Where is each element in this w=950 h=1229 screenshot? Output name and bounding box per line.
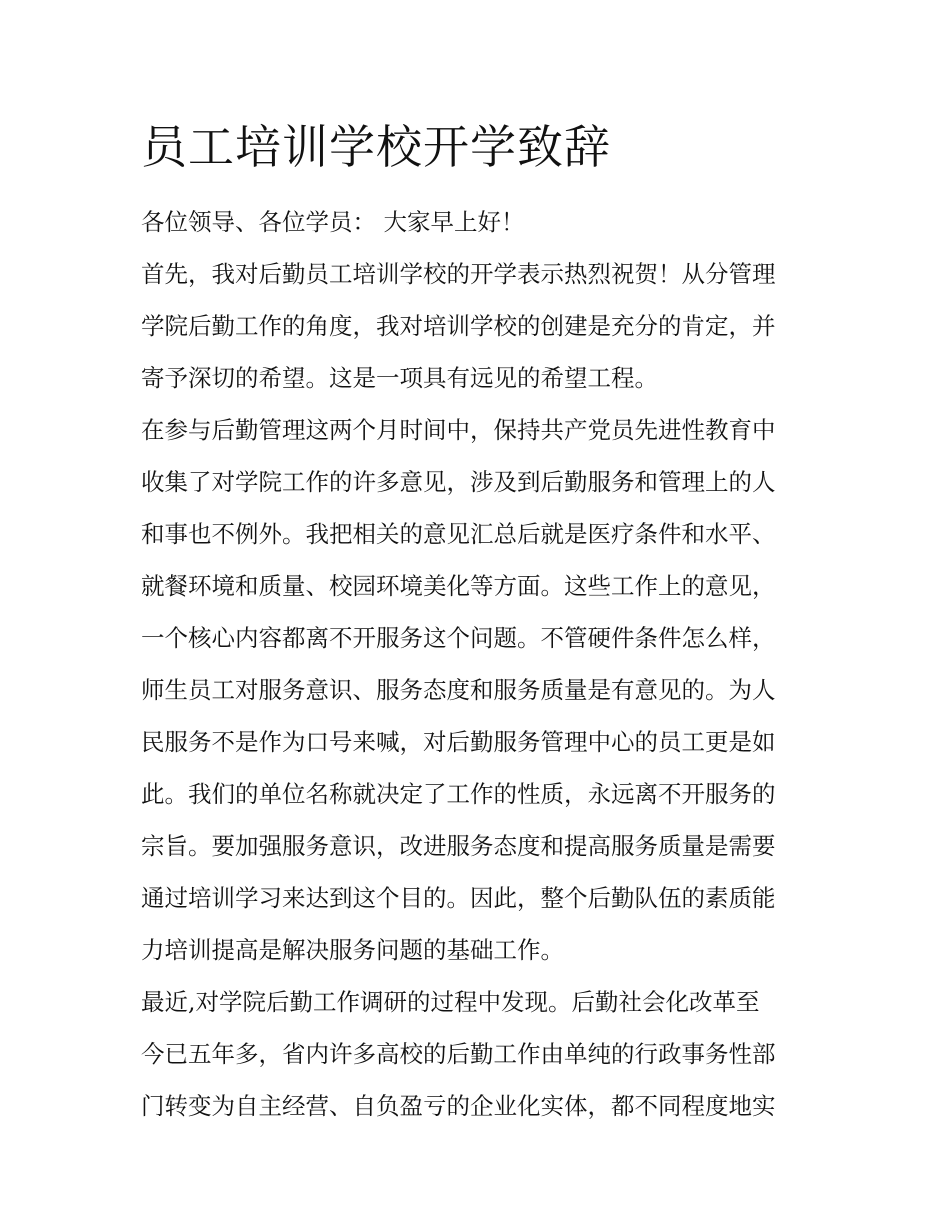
text-line: 寄予深切的希望。这是一项具有远见的希望工程。 bbox=[141, 364, 658, 392]
text-line: 通过培训学习来达到这个目的。因此，整个后勤队伍的素质能 bbox=[141, 884, 776, 912]
salutation-line: 各位领导、各位学员： 大家早上好！ bbox=[141, 208, 525, 236]
text-line: 师生员工对服务意识、服务态度和服务质量是有意见的。为人 bbox=[141, 676, 776, 704]
text-line: 就餐环境和质量、校园环境美化等方面。这些工作上的意见， bbox=[141, 572, 776, 600]
text-line: 民服务不是作为口号来喊，对后勤服务管理中心的员工更是如 bbox=[141, 728, 776, 756]
document-title: 员工培训学校开学致辞 bbox=[141, 120, 611, 174]
text-line: 最近,对学院后勤工作调研的过程中发现。后勤社会化改革至 bbox=[141, 988, 760, 1016]
text-line: 收集了对学院工作的许多意见，涉及到后勤服务和管理上的人 bbox=[141, 468, 776, 496]
text-line: 在参与后勤管理这两个月时间中，保持共产党员先进性教育中 bbox=[141, 416, 776, 444]
text-line: 门转变为自主经营、自负盈亏的企业化实体，都不同程度地实 bbox=[141, 1092, 776, 1120]
text-line: 此。我们的单位名称就决定了工作的性质，永远离不开服务的 bbox=[141, 780, 776, 808]
text-line: 力培训提高是解决服务问题的基础工作。 bbox=[141, 936, 564, 964]
document-body bbox=[141, 200, 813, 1136]
text-line: 首先，我对后勤员工培训学校的开学表示热烈祝贺！从分管理 bbox=[141, 260, 776, 288]
text-line: 和事也不例外。我把相关的意见汇总后就是医疗条件和水平、 bbox=[141, 520, 776, 548]
text-line: 宗旨。要加强服务意识，改进服务态度和提高服务质量是需要 bbox=[141, 832, 776, 860]
text-line: 学院后勤工作的角度，我对培训学校的创建是充分的肯定，并 bbox=[141, 312, 776, 340]
text-line: 一个核心内容都离不开服务这个问题。不管硬件条件怎么样， bbox=[141, 624, 776, 652]
text-line: 今已五年多，省内许多高校的后勤工作由单纯的行政事务性部 bbox=[141, 1040, 776, 1068]
